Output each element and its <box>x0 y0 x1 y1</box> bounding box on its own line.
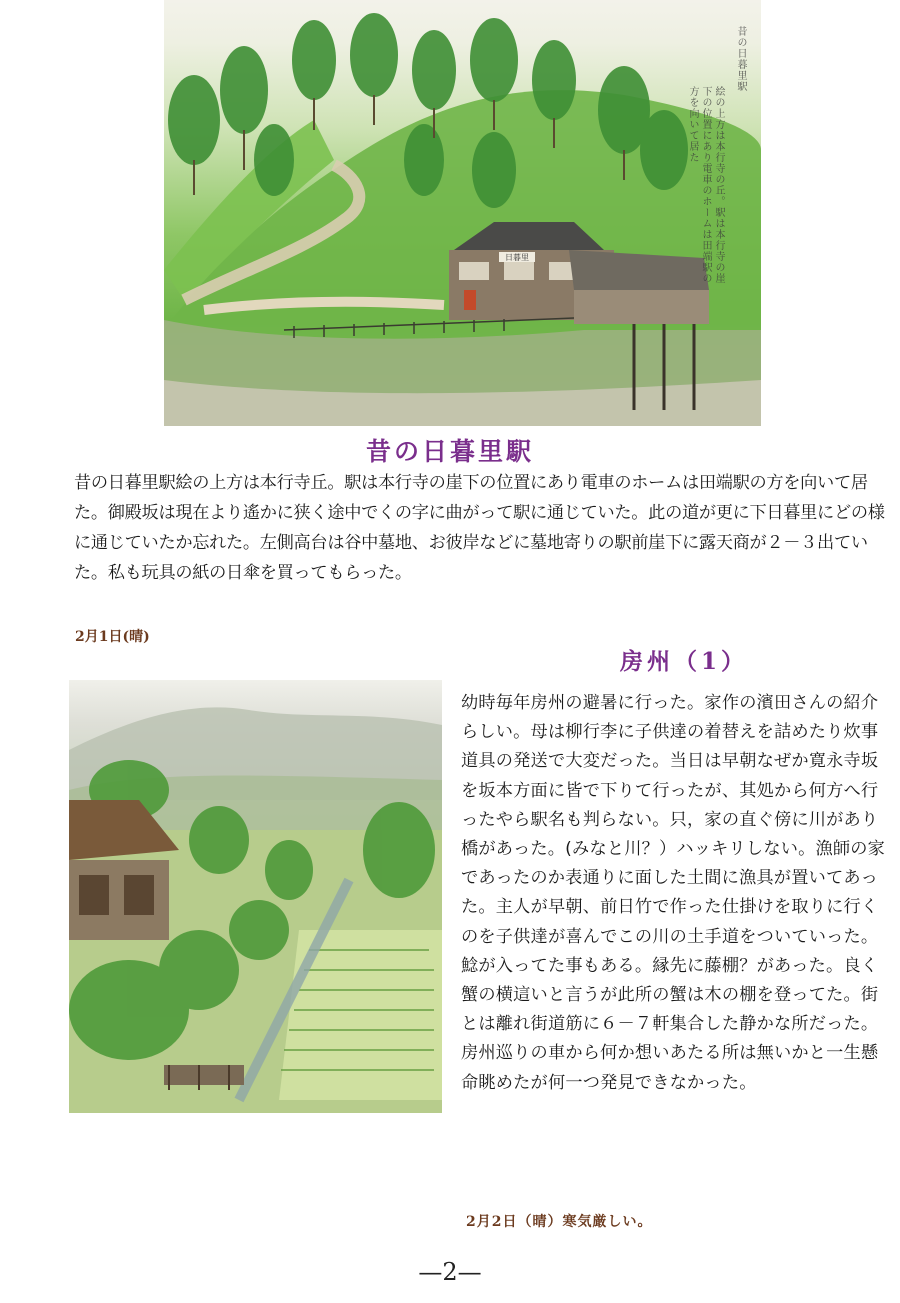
section-title-old-nippori: 昔の日暮里駅 <box>365 437 534 466</box>
section-body-boshu: 幼時毎年房州の避暑に行った。家作の濱田さんの紹介らしい。母は柳行李に子供達の着替えを詰めたり炊事道具の発送で大変だった。当日は早朝なぜか寛永寺坂を坂本方面に皆で下りて行ったが、其処から何方へ行ったやら駅名も判らない。只，家の直ぐ傍に川があり橋があった。(みなと川？）ハッキリしない。漁師の家であったのか表通りに面した土間に漁具が置いてあった。主人が早朝、前日竹で作った仕掛けを取りに行くのを子供達が喜んでこの川の土手道をついていった。鯰が入ってた事もある。縁先に藤棚？があった。良く蟹の横這いと言うが此所の蟹は木の棚を登ってた。街とは離れ街道筋に６－７軒集合した静かな所だった。房州巡りの車から何か想いあたる所は無いかと一生懸命眺めたが何一つ発見できなかった。 <box>461 693 886 1093</box>
diary-date-feb1: 2月1日(晴) <box>75 629 150 645</box>
painting-boshu-village <box>69 680 442 1113</box>
painting-old-nippori-station <box>164 0 761 426</box>
section-title-boshu: 房州（1） <box>620 648 749 675</box>
village-watercolor <box>69 680 442 1113</box>
painting-caption-title: 昔の日暮里駅 <box>735 26 746 92</box>
diary-date-feb2: 2月2日（晴）寒気厳しい。 <box>466 1214 653 1230</box>
station-sign: 日暮里 <box>505 253 529 262</box>
painting-caption-note: 絵の上方は本行寺の丘。駅は本行寺の崖下の位置にあり電車のホームは田端駅の方を向いて居た <box>687 86 724 284</box>
section-body-old-nippori: 昔の日暮里駅絵の上方は本行寺丘。駅は本行寺の崖下の位置にあり電車のホームは田端駅の方を向いて居た。御殿坂は現在より遙かに狭く途中でくの字に曲がって駅に通じていた。此の道が更に下日暮里にどの様に通じていたか忘れた。左側高台は谷中墓地、お彼岸などに墓地寄りの駅前崖下に露天商が２－３出ていた。私も玩具の紙の日傘を買ってもらった。 <box>74 473 885 583</box>
page-number: —2— <box>418 1258 482 1286</box>
